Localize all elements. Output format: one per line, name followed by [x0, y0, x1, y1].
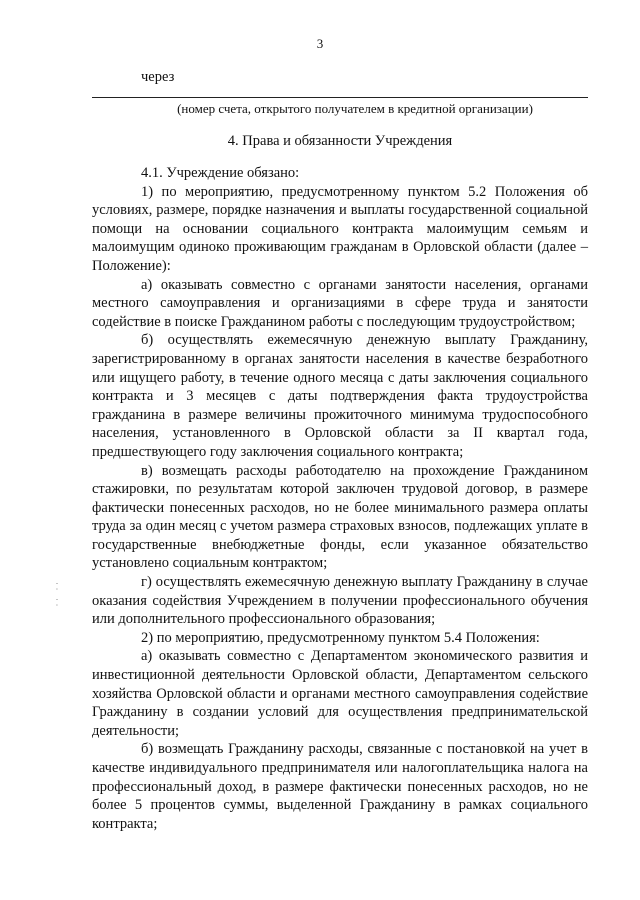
rule-caption: (номер счета, открытого получателем в кредитной организации)	[177, 101, 533, 116]
paragraph-item-2b: б) возмещать Гражданину расходы, связанные с постановкой на учет в качестве индивидуального предпринимателя или налогоплательщика налога на профессиональный доход, в размере фактически понесенных расходов, но не более 5 процентов суммы, выделенной Гражданину в рамках социального контракта;	[92, 741, 588, 832]
paragraph-item-1: 1) по мероприятию, предусмотренному пунктом 5.2 Положения об условиях, размере, порядке назначения и выплаты государственной социальной помощи на основании социального контракта малоимущим семьям и малоимущим одиноко проживающим гражданам в Орловской области (далее – Положение):	[92, 183, 588, 274]
paragraph-item-1g: г) осуществлять ежемесячную денежную выплату Гражданину в случае оказания содействия Учреждением в получении профессионального обучения или дополнительного профессионального образования;	[92, 574, 588, 628]
margin-scan-mark: . · . ·	[55, 577, 59, 610]
page-number: 3	[316, 36, 324, 51]
blank-line-rule	[92, 97, 588, 98]
section-heading: 4. Права и обязанности Учреждения	[227, 133, 453, 149]
paragraph-item-1v: в) возмещать расходы работодателю на прохождение Гражданином стажировки, по результатам которой заключен трудовой договор, в размере фактически понесенных расходов, но не более минимального размера оплаты труда за один месяц с учетом размера страховых взносов, подлежащих уплате в государственные внебюджетные фонды, если указанное обязательство установлено социальным контрактом;	[92, 462, 588, 572]
paragraph-4-1: 4.1. Учреждение обязано:	[141, 165, 300, 181]
paragraph-item-2a: а) оказывать совместно с Департаментом экономического развития и инвестиционной деятельности Орловской области, Департаментом сельского хозяйства Орловской области и органами местного самоуправления содействие Гражданину в создании условий для осуществления предпринимательской деятельности;	[92, 648, 588, 739]
header-word: через	[141, 69, 175, 85]
paragraph-item-1a: а) оказывать совместно с органами занятости населения, органами местного самоуправления и организациями в сфере труда и занятости содействие в поиске Гражданином работы с последующим трудоустройством;	[92, 276, 588, 330]
body-text	[92, 164, 588, 833]
paragraph-item-1b: б) осуществлять ежемесячную денежную выплату Гражданину, зарегистрированному в органах занятости населения в качестве безработного или ищущего работу, в течение одного месяца с даты заключения социального контракта и 3 месяцев с даты подтверждения факта трудоустройства гражданина в размере величины прожиточного минимума трудоспособного населения, установленного в Орловской области за II квартал года, предшествующего году заключения социального контракта;	[92, 332, 588, 460]
paragraph-item-2: 2) по мероприятию, предусмотренному пунктом 5.4 Положения:	[141, 629, 540, 646]
